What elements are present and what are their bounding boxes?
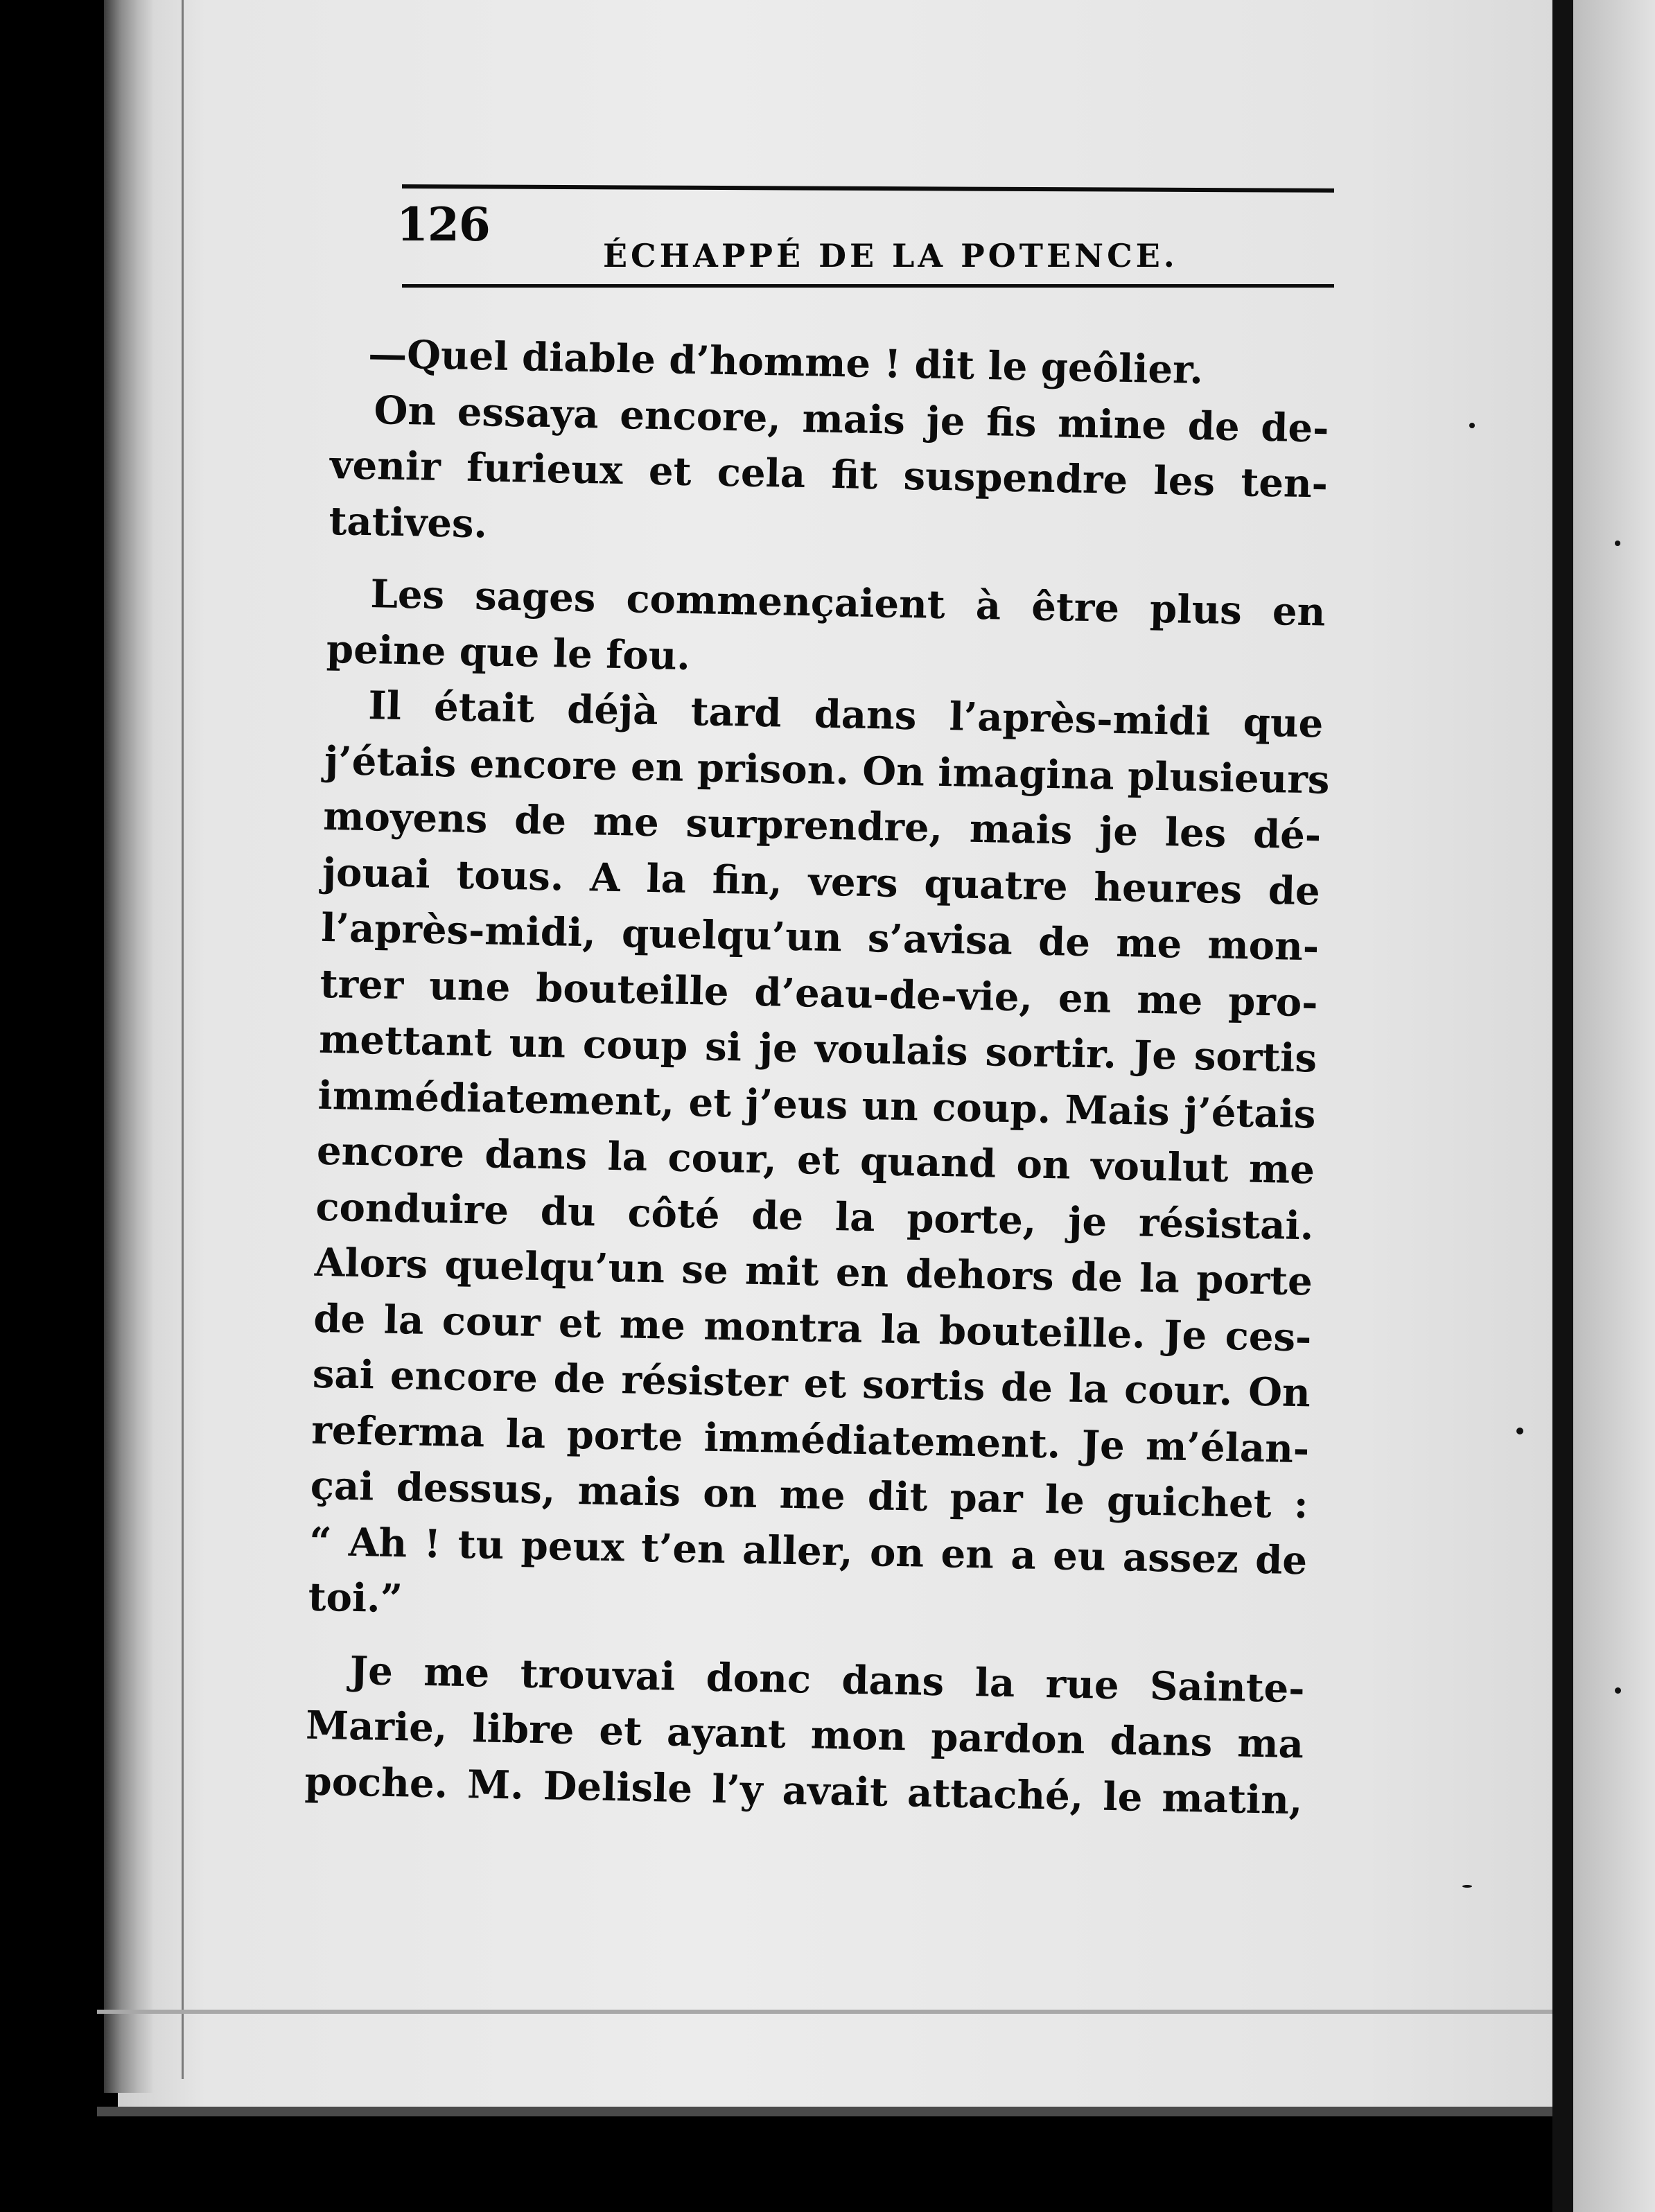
text-line: j’étais encore en prison. On imagina plusieurs [324,737,1330,803]
page-bottom-edge [97,2107,1559,2116]
header-rule-bottom [402,284,1334,288]
text-line: Alors quelqu’un se mit en dehors de la porte [314,1239,1313,1305]
text-line: de la cour et me montra la bouteille. Je ces- [313,1295,1312,1360]
text-line: encore dans la cour, et quand on voulut me [316,1127,1315,1193]
text-line: referma la porte immédiatement. Je m’élan- [310,1407,1310,1472]
text-line: Je me trouvai donc dans la rue Sainte- [349,1647,1306,1712]
text-line: çai dessus, mais on me dit par le guichet : [310,1462,1309,1528]
dust-speck [1615,1687,1621,1694]
text-line: poche. M. Delisle l’y avait attaché, le matin, [304,1758,1304,1823]
text-line: conduire du côté de la porte, je résistai. [315,1184,1314,1249]
facing-page-edge [1573,0,1655,2212]
text-line: “ Ah ! tu peux t’en aller, on en a eu assez de [308,1518,1308,1583]
text-line: Les sages commençaient à être plus en [369,571,1326,635]
body-text [304,326,1331,1828]
running-title: ÉCHAPPÉ DE LA POTENCE. [603,237,1178,274]
text-line: On essaya encore, mais je fis mine de de- [374,387,1330,452]
text-line: sai encore de résister et sortis de la cour. On [312,1351,1311,1416]
dust-speck [1462,1885,1472,1888]
text-line: venir furieux et cela fit suspendre les ten- [329,441,1329,507]
text-line: trer une bouteille d’eau-de-vie, en me pro- [319,960,1319,1026]
dust-speck [1615,541,1620,546]
text-line: jouai tous. A la fin, vers quatre heures de [322,849,1321,914]
dust-speck [1469,423,1475,428]
text-line: toi.” [308,1574,403,1622]
text-line: peine que le fou. [326,626,691,679]
binding-line [182,0,184,2079]
page-bottom-fold [97,2010,1552,2014]
text-line: Marie, libre et ayant mon pardon dans ma [305,1702,1304,1768]
page-number: 126 [396,198,490,252]
text-line: tatives. [328,498,488,547]
text-line: l’après-midi, quelqu’un s’avisa de me mon- [320,904,1320,970]
text-line: immédiatement, et j’eus un coup. Mais j’étais [317,1072,1317,1137]
gutter-shadow [1552,0,1573,2212]
dust-speck [1516,1428,1523,1434]
text-line: Il était déjà tard dans l’après-midi que [367,683,1324,747]
text-line: mettant un coup si je voulais sortir. Je sortis [318,1016,1317,1082]
book-binding-edge [104,0,152,2093]
text-line: —Quel diable d’homme ! dit le geôlier. [367,331,1204,394]
text-line: moyens de me surprendre, mais je les dé- [322,793,1322,859]
